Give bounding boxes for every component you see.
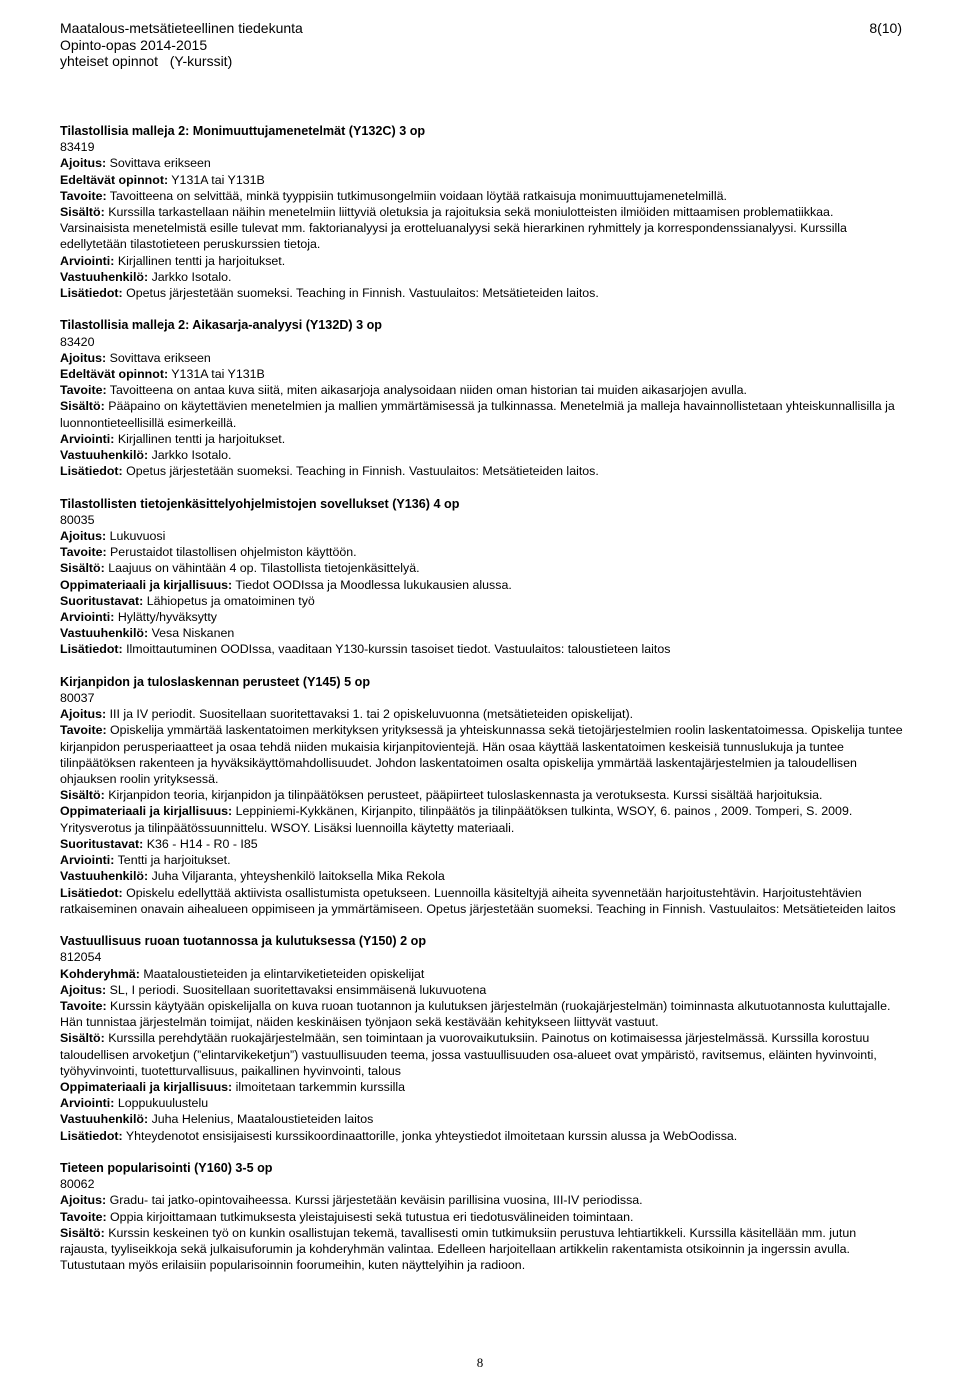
field-label: Oppimateriaali ja kirjallisuus:	[60, 577, 233, 592]
course-field	[60, 641, 906, 657]
course-field	[60, 398, 906, 430]
page-header	[60, 20, 902, 70]
course-field	[60, 722, 906, 787]
course-field	[60, 544, 906, 560]
course-title: Kirjanpidon ja tuloslaskennan perusteet (Y145) 5 op	[60, 674, 371, 689]
field-text: Vesa Niskanen	[148, 626, 235, 641]
course-field	[60, 172, 906, 188]
course-field	[60, 609, 906, 625]
field-text: Y131A tai Y131B	[168, 172, 265, 187]
course-field	[60, 155, 906, 171]
field-label: Arviointi:	[60, 431, 115, 446]
field-text: Leppiniemi-Kykkänen, Kirjanpito, tilinpäätös ja tilinpäätöksen tulkinta, WSOY, 6. painos , 2009. Tomperi, S. 2009. Yritysverotus ja tilinpäätössuunnittelu. WSOY. Lisäksi luennoilla käytetty materiaali.	[60, 804, 853, 835]
course-field	[60, 382, 906, 398]
field-text: Tavoitteena on antaa kuva siitä, miten aikasarjoja analysoidaan niiden oman historian tai muiden aikasarjojen avulla.	[106, 383, 747, 398]
course-title: Tilastollisia malleja 2: Aikasarja-analyysi (Y132D) 3 op	[60, 318, 382, 333]
course-field	[60, 560, 906, 576]
field-label: Vastuuhenkilö:	[60, 1112, 149, 1127]
course-code: 83420	[60, 334, 95, 349]
course-field	[60, 982, 906, 998]
field-label: Lisätiedot:	[60, 642, 123, 657]
field-label: Ajoitus:	[60, 707, 107, 722]
course-field	[60, 1225, 906, 1274]
field-label: Oppimateriaali ja kirjallisuus:	[60, 1079, 233, 1094]
field-label: Ajoitus:	[60, 982, 107, 997]
field-text: ilmoitetaan tarkemmin kurssilla	[232, 1079, 405, 1094]
field-label: Lisätiedot:	[60, 286, 123, 301]
course-code: 812054	[60, 950, 102, 965]
course-field	[60, 885, 906, 917]
field-text: Sovittava erikseen	[106, 156, 211, 171]
field-label: Sisältö:	[60, 1031, 105, 1046]
field-label: Arviointi:	[60, 1096, 115, 1111]
field-text: Tavoitteena on selvittää, minkä tyyppisiin tutkimusongelmiin voidaan löytää ratkaisuja monimuuttujamenetelmillä.	[106, 188, 727, 203]
course-field	[60, 1128, 906, 1144]
field-text: Juha Helenius, Maataloustieteiden laitos	[148, 1112, 374, 1127]
course-field	[60, 625, 906, 641]
course-block	[60, 933, 906, 1144]
field-text: Yhteydenotot ensisijaisesti kurssikoordinaattorille, jonka yhteystiedot ilmoitetaan kurssin alussa ja WebOodissa.	[122, 1128, 738, 1143]
course-code: 80062	[60, 1177, 95, 1192]
course-block	[60, 496, 906, 658]
course-block	[60, 317, 906, 479]
field-text: Ilmoittautuminen OODIssa, vaaditaan Y130-kurssin tasoiset tiedot. Vastuulaitos: taloustieteen laitos	[122, 642, 671, 657]
field-text: Kurssin käytyään opiskelijalla on kuva ruoan tuotannon ja kulutuksen järjestelmän (ruokajärjestelmän) toiminnasta alkutuotannosta kuluttajalle. Hän tunnistaa järjestelmän toimijat, näiden keskinäisen työnjaon sekä kestävään kehitykseen liittyvät vastuut.	[60, 998, 891, 1030]
course-field	[60, 868, 906, 884]
field-label: Edeltävät opinnot:	[60, 367, 169, 382]
field-text: Laajuus on vähintään 4 op. Tilastollista tietojenkäsittelyä.	[104, 561, 420, 576]
field-text: III ja IV periodit. Suositellaan suoritettavaksi 1. tai 2 opiskeluvuonna (metsätieteiden opiskelijat).	[106, 707, 634, 722]
course-code: 83419	[60, 140, 95, 155]
field-text: Kurssin keskeinen työ on kunkin osallistujan tekemä, tavallisesti omin tutkimuksiin perustuva lehtiartikkeli. Kurssilla käsitellään mm. jutun rajausta, tyyliseikkoja sekä julkaisuforumin ja kohderyhmän valintaa. Edelleen harjoitellaan artikkelin rakentamista otsikoinnin ja ingerssin avulla. Tutustutaan myös erilaisiin popularisoinnin foorumeihin, kuten näyttelyihin ja radioon.	[60, 1225, 857, 1273]
course-field	[60, 803, 906, 835]
course-block	[60, 1160, 906, 1273]
field-label: Tavoite:	[60, 1209, 107, 1224]
field-label: Kohderyhmä:	[60, 966, 140, 981]
course-field	[60, 1095, 906, 1111]
field-text: SL, I periodi. Suositellaan suoritettavaksi ensimmäisenä lukuvuotena	[106, 982, 487, 997]
field-text: Opiskelu edellyttää aktiivista osallistumista opetukseen. Luennoilla käsiteltyjä aiheita syvennetään harjoitustehtävin. Harjoitustehtävien ratkaiseminen onavain aihealueen oppimiseen ja ymmärtämiseen. Opetus järjestetään suomeksi. Teaching in Finnish. Vastuulaitos: Metsätieteiden laitos	[60, 885, 896, 916]
course-field	[60, 1079, 906, 1095]
course-field	[60, 1192, 906, 1208]
field-label: Sisältö:	[60, 1225, 105, 1240]
course-field	[60, 463, 906, 479]
course-field	[60, 204, 906, 253]
course-field	[60, 188, 906, 204]
course-title: Tieteen popularisointi (Y160) 3-5 op	[60, 1160, 273, 1175]
field-label: Edeltävät opinnot:	[60, 172, 169, 187]
field-text: Y131A tai Y131B	[168, 367, 265, 382]
course-field	[60, 577, 906, 593]
course-title: Tilastollisten tietojenkäsittelyohjelmistojen sovellukset (Y136) 4 op	[60, 496, 460, 511]
field-text: Kirjanpidon teoria, kirjanpidon ja tilinpäätöksen perusteet, pääpiirteet tuloslaskennasta ja verotuksesta. Kurssi sisältää harjoituksia.	[104, 788, 823, 803]
course-field	[60, 1030, 906, 1079]
course-field	[60, 852, 906, 868]
course-list	[60, 123, 906, 1290]
footer-page-number: 8	[476, 1355, 484, 1370]
field-text: Opetus järjestetään suomeksi. Teaching in Finnish. Vastuulaitos: Metsätieteiden laitos.	[122, 464, 599, 479]
field-label: Tavoite:	[60, 188, 107, 203]
field-label: Ajoitus:	[60, 156, 107, 171]
field-text: Sovittava erikseen	[106, 350, 211, 365]
field-label: Vastuuhenkilö:	[60, 626, 149, 641]
field-text: Lähiopetus ja omatoiminen työ	[143, 593, 315, 608]
field-text: Kirjallinen tentti ja harjoitukset.	[114, 253, 286, 268]
field-text: Jarkko Isotalo.	[148, 448, 232, 463]
field-label: Ajoitus:	[60, 1193, 107, 1208]
field-label: Tavoite:	[60, 383, 107, 398]
field-text: Hylätty/hyväksytty	[114, 610, 217, 625]
course-field	[60, 350, 906, 366]
field-label: Lisätiedot:	[60, 885, 123, 900]
field-label: Suoritustavat:	[60, 836, 144, 851]
field-label: Tavoite:	[60, 723, 107, 738]
field-label: Arviointi:	[60, 253, 115, 268]
course-field	[60, 269, 906, 285]
guide-title: Opinto-opas 2014-2015	[60, 36, 208, 53]
field-label: Vastuuhenkilö:	[60, 869, 149, 884]
course-field	[60, 366, 906, 382]
field-text: Lukuvuosi	[106, 529, 166, 544]
field-label: Ajoitus:	[60, 529, 107, 544]
course-title: Tilastollisia malleja 2: Monimuuttujamenetelmät (Y132C) 3 op	[60, 124, 426, 138]
course-field	[60, 836, 906, 852]
course-code: 80037	[60, 691, 95, 706]
field-label: Ajoitus:	[60, 350, 107, 365]
course-field	[60, 528, 906, 544]
field-text: K36 - H14 - R0 - I85	[143, 836, 258, 851]
field-text: Gradu- tai jatko-opintovaiheessa. Kurssi järjestetään keväisin parillisina vuosina, III-IV periodissa.	[106, 1193, 643, 1208]
field-text: Juha Viljaranta, yhteyshenkilö laitoksella Mika Rekola	[148, 869, 445, 884]
course-field	[60, 966, 906, 982]
course-field	[60, 1111, 906, 1127]
field-label: Vastuuhenkilö:	[60, 269, 149, 284]
course-field	[60, 998, 906, 1030]
field-text: Loppukuulustelu	[114, 1096, 209, 1111]
field-label: Lisätiedot:	[60, 1128, 123, 1143]
course-field	[60, 253, 906, 269]
field-text: Pääpaino on käytettävien menetelmien ja mallien ymmärtämisessä ja tulkinnassa. Menetelmiä ja malleja havainnollistetaan yhteiskunnallisilla ja luonnontieteellisillä esimerkeillä.	[60, 399, 895, 430]
field-text: Tiedot OODIssa ja Moodlessa lukukausien alussa.	[232, 577, 512, 592]
field-label: Sisältö:	[60, 399, 105, 414]
field-text: Opiskelija ymmärtää laskentatoimen merkityksen yrityksessä ja yhteiskunnassa sekä tietojärjestelmien roolin laskentatoimessa. Opiskelija tuntee kirjanpidon perusperiaatteet ja osaa tehdä niiden mukaisia kirjanpitovientejä. Hän osaa käyttää laskentatoimen keskeisiä tunnuslukuja ja tuntee tilinpäätöksen rakenteen ja hyväksikäyttömahdollisuudet. Johdon laskentatoimen osalta opiskelija ymmärtää laskentajärjestelmien ja taloudellisen ohjauksen roolin yrityksessä.	[60, 723, 903, 787]
course-field	[60, 787, 906, 803]
field-text: Perustaidot tilastollisen ohjelmiston käyttöön.	[106, 545, 357, 560]
field-text: Kurssilla tarkastellaan näihin menetelmiin liittyviä oletuksia ja rajoituksia sekä moniulotteisten ilmiöiden mittaamisen problematiikkaa. Varsinaisista menetelmistä esille tulevat mm. faktorianalyysi ja erotteluanalyysi sekä hierarkinen ryhmittely ja korrespondenssianalyysi. Kurssilla edellytetään tilastotieteen peruskurssien tietoja.	[60, 205, 847, 252]
field-text: Jarkko Isotalo.	[148, 269, 232, 284]
field-text: Opetus järjestetään suomeksi. Teaching in Finnish. Vastuulaitos: Metsätieteiden laitos.	[122, 286, 599, 301]
course-field	[60, 447, 906, 463]
course-field	[60, 431, 906, 447]
field-label: Tavoite:	[60, 998, 107, 1013]
course-field	[60, 1209, 906, 1225]
field-label: Sisältö:	[60, 561, 105, 576]
course-code: 80035	[60, 512, 95, 527]
field-text: Kurssilla perehdytään ruokajärjestelmään, sen toimintaan ja vuorovaikutuksiin. Painotus on kotimaisessa järjestelmässä. Kurssilla korostuu taloudellisen arvoketjun (”elintarvikeketjun”) vastuullisuuden teema, jossa vastuullisuuden osa-alueet ovat ympäristö, ravitsemus, eläinten hyvinvointi, työhyvinvointi, tuotetturvallisuus, paikallinen hyvinvointi, talous	[60, 1031, 877, 1078]
field-label: Arviointi:	[60, 610, 115, 625]
field-text: Tentti ja harjoitukset.	[114, 853, 231, 868]
course-block	[60, 123, 906, 301]
field-label: Sisältö:	[60, 788, 105, 803]
field-label: Vastuuhenkilö:	[60, 448, 149, 463]
field-label: Oppimateriaali ja kirjallisuus:	[60, 804, 233, 819]
field-label: Tavoite:	[60, 545, 107, 560]
course-title: Vastuullisuus ruoan tuotannossa ja kulutuksessa (Y150) 2 op	[60, 934, 427, 949]
course-field	[60, 706, 906, 722]
section-name: yhteiset opinnot (Y-kurssit)	[60, 53, 233, 69]
header-page-number: 8(10)	[869, 20, 902, 36]
course-block	[60, 674, 906, 917]
field-text: Oppia kirjoittamaan tutkimuksesta yleistajuisesti sekä tutustua eri tiedotusvälineiden toimintaan.	[106, 1209, 634, 1224]
field-label: Sisältö:	[60, 205, 105, 220]
field-label: Arviointi:	[60, 853, 115, 868]
course-field	[60, 593, 906, 609]
course-field	[60, 285, 906, 301]
field-label: Lisätiedot:	[60, 464, 123, 479]
field-text: Maataloustieteiden ja elintarviketieteiden opiskelijat	[139, 966, 425, 981]
field-text: Kirjallinen tentti ja harjoitukset.	[114, 431, 286, 446]
faculty-name: Maatalous-metsätieteellinen tiedekunta	[60, 20, 303, 36]
field-label: Suoritustavat:	[60, 593, 144, 608]
